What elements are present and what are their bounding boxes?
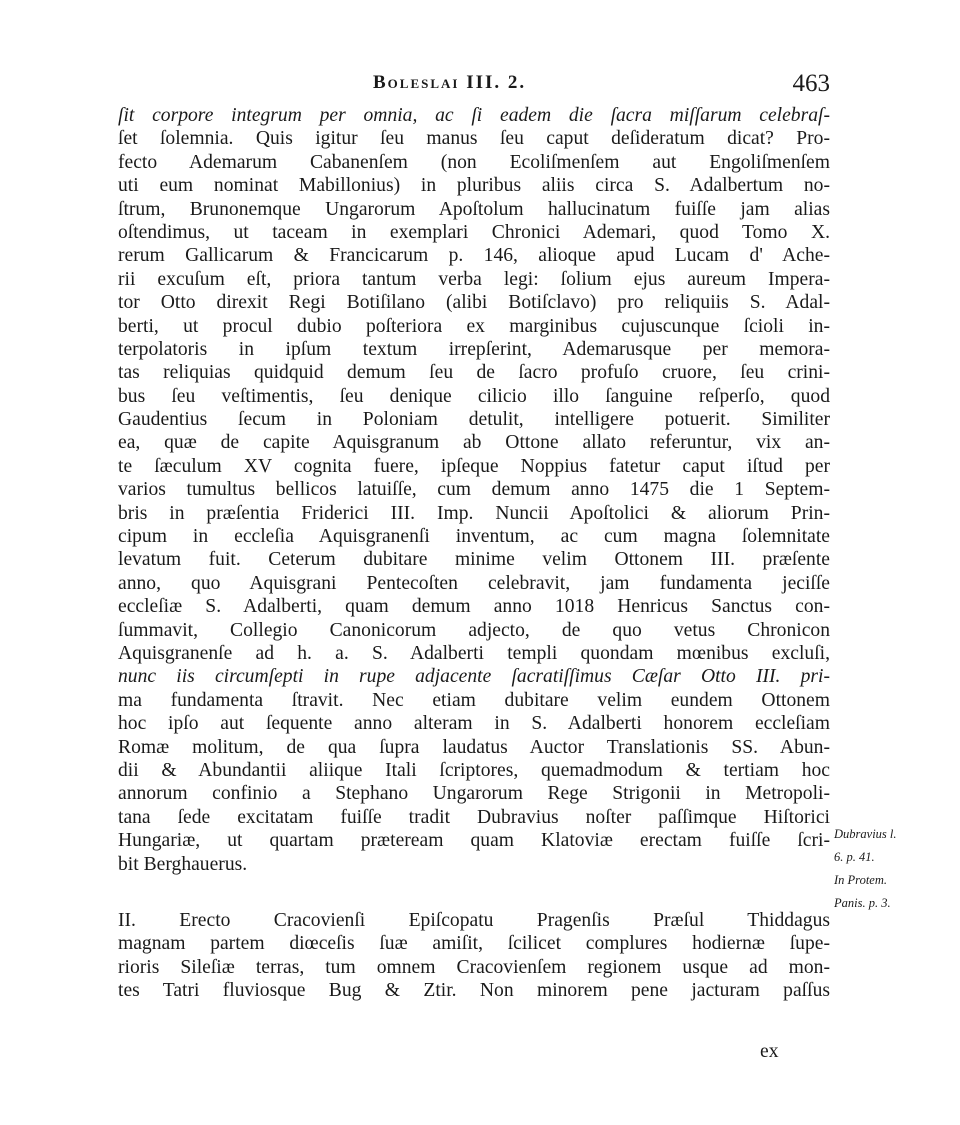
text-line: terpolatoris in ipſum textum irrepſerint, Ademarusque per memora-: [118, 338, 830, 360]
text-line: tas reliquias quidquid demum ſeu de ſacro profuſo cruore, ſeu crini-: [118, 362, 830, 384]
text-line: ea, quæ de capite Aquisgranum ab Ottone allato referuntur, vix an-: [118, 432, 830, 454]
page-header: [118, 66, 830, 106]
text-line: fecto Ademarum Cabanenſem (non Ecoliſmenſem aut Engoliſmenſem: [118, 151, 830, 173]
text-line: magnam partem diœceſis ſuæ amiſit, ſcilicet complures hodiernæ ſupe-: [118, 933, 830, 955]
text-line: II. Erecto Cracovienſi Epiſcopatu Pragenſis Præſul Thiddagus: [118, 909, 830, 931]
text-line: tor Otto direxit Regi Botiſilano (alibi Botiſclavo) pro reliquiis S. Adal-: [118, 292, 830, 314]
text-line: ma fundamenta ſtravit. Nec etiam dubitare velim eundem Ottonem: [118, 689, 830, 711]
text-line: hoc ipſo aut ſequente anno alteram in S. Adalberti honorem eccleſiam: [118, 713, 830, 735]
text-line: Gaudentius ſecum in Poloniam detulit, intelligere potuerit. Similiter: [118, 409, 830, 431]
text-line: oſtendimus, ut taceam in exemplari Chronici Ademari, quod Tomo X.: [118, 221, 830, 243]
margin-note: Dubravius l.: [834, 827, 897, 841]
text-line: tes Tatri fluviosque Bug & Ztir. Non minorem pene jacturam paſſus: [118, 980, 830, 1002]
paragraph-2: [118, 909, 830, 1003]
text-line: tana ſede excitatam fuiſſe tradit Dubravius noſter paſſimque Hiſtorici: [118, 806, 830, 828]
text-line: rerum Gallicarum & Francicarum p. 146, alioque apud Lucam d' Ache-: [118, 245, 830, 267]
margin-note: In Protem.: [834, 873, 887, 887]
text-line: rii excuſum eſt, priora tantum verba legi: ſolium ejus aureum Impera-: [118, 268, 830, 290]
catchword: ex: [760, 1041, 779, 1062]
text-line: berti, ut procul dubio poſteriora ex marginibus cujuscunque ſcioli in-: [118, 315, 830, 337]
text-line: ſummavit, Collegio Canonicorum adjecto, de quo vetus Chronicon: [118, 619, 830, 641]
margin-notes: [834, 823, 952, 915]
text-line: ſit corpore integrum per omnia, ac ſi eadem die ſacra miſſarum celebraſ-: [118, 105, 830, 126]
text-line: ſet ſolemnia. Quis igitur ſeu manus ſeu caput deſideratum dicat? Pro-: [118, 128, 830, 150]
text-line: uti eum nominat Mabillonius) in pluribus aliis circa S. Adalbertum no-: [118, 175, 830, 197]
main-text: [118, 104, 830, 1002]
text-line: te ſæculum XV cognita fuere, ipſeque Noppius fatetur caput iſtud per: [118, 455, 830, 477]
text-line: cipum in eccleſia Aquisgranenſi inventum, ac cum magna ſolemnitate: [118, 526, 830, 548]
margin-note: Panis. p. 3.: [834, 896, 891, 910]
text-line: dii & Abundantii aliique Itali ſcriptores, quemadmodum & tertiam hoc: [118, 759, 830, 781]
text-line: bus ſeu veſtimentis, ſeu denique cilicio illo ſanguine reſperſo, quod: [118, 385, 830, 407]
text-line: varios tumultus bellicos latuiſſe, cum demum anno 1475 die 1 Septem-: [118, 479, 830, 501]
text-line: Romæ molitum, de qua ſupra laudatus Auctor Translationis SS. Abun-: [118, 736, 830, 758]
page-number: 463: [792, 70, 830, 97]
text-line: anno, quo Aquisgrani Pentecoſten celebravit, jam fundamenta jeciſſe: [118, 572, 830, 594]
text-line: bris in præſentia Friderici III. Imp. Nuncii Apoſtolici & aliorum Prin-: [118, 502, 830, 524]
text-line: nunc iis circumſepti in rupe adjacente ſacratiſſimus Cæſar Otto III. pri-: [118, 666, 830, 688]
margin-note: 6. p. 41.: [834, 850, 875, 864]
text-line: annorum confinio a Stephano Ungarorum Rege Strigonii in Metropoli-: [118, 783, 830, 805]
text-line: bit Berghauerus.: [118, 853, 248, 875]
text-line: Aquisgranenſe ad h. a. S. Adalberti templi quondam mœnibus excluſi,: [118, 642, 830, 664]
text-line: Hungariæ, ut quartam præteream quam Klatoviæ erectam fuiſſe ſcri-: [118, 830, 830, 852]
paragraph-1: [118, 104, 830, 876]
text-line: levatum fuit. Ceterum dubitare minime velim Ottonem III. præſente: [118, 549, 830, 571]
paragraph-gap: [118, 876, 830, 909]
text-line: ſtrum, Brunonemque Ungarorum Apoſtolum hallucinatum fuiſſe jam alias: [118, 198, 830, 220]
text-line: eccleſiæ S. Adalberti, quam demum anno 1018 Henricus Sanctus con-: [118, 596, 830, 618]
running-head: Boleslai III. 2.: [373, 72, 527, 93]
text-line: rioris Sileſiæ terras, tum omnem Cracovienſem regionem usque ad mon-: [118, 956, 830, 978]
